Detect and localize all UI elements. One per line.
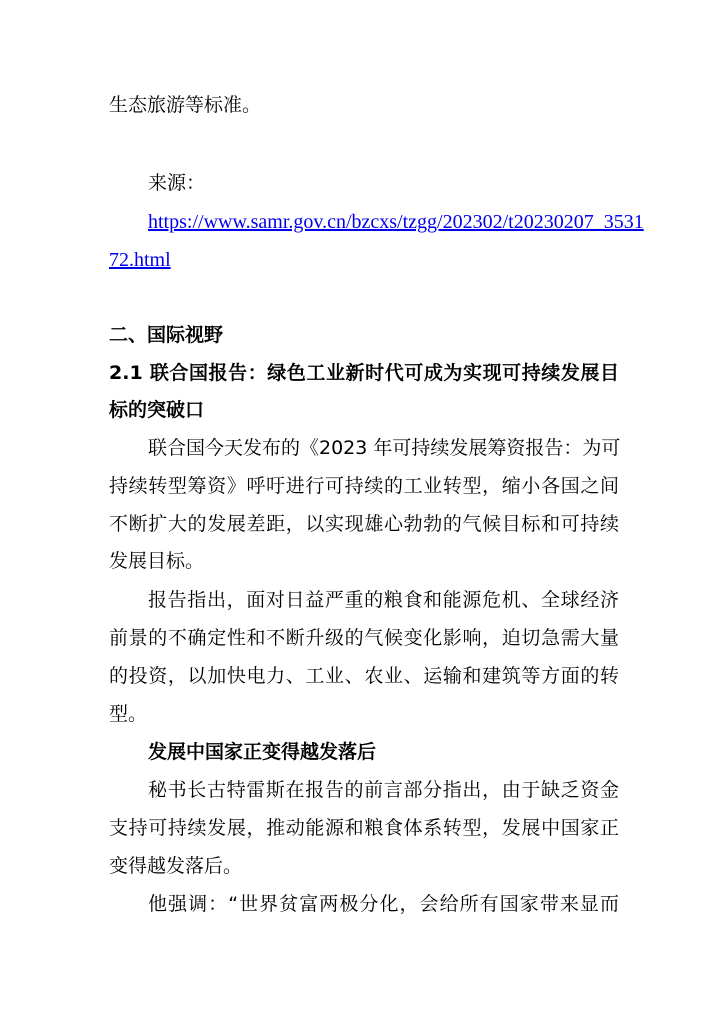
source-url-link[interactable]: https://www.samr.gov.cn/bzcxs/tzgg/202302/t20230207_3531 bbox=[148, 211, 644, 233]
paragraph-line: 持续转型筹资》呼吁进行可持续的工业转型，缩小各国之间 bbox=[109, 475, 619, 497]
paragraph-line: 不断扩大的发展差距，以实现雄心勃勃的气候目标和可持续 bbox=[109, 513, 619, 535]
subheading: 发展中国家正变得越发落后 bbox=[148, 741, 377, 763]
source-url-link-cont[interactable]: 72.html bbox=[109, 249, 171, 271]
source-link-line2[interactable] bbox=[109, 248, 619, 272]
source-link-line1[interactable] bbox=[148, 210, 644, 234]
paragraph-line: 发展目标。 bbox=[109, 550, 205, 572]
paragraph-line: 秘书长古特雷斯在报告的前言部分指出，由于缺乏资金 bbox=[148, 779, 619, 801]
paragraph-line: 报告指出，面对日益严重的粮食和能源危机、全球经济 bbox=[148, 589, 619, 611]
section-title: 二、国际视野 bbox=[109, 324, 224, 346]
paragraph-line: 的投资，以加快电力、工业、农业、运输和建筑等方面的转 bbox=[109, 665, 619, 687]
paragraph-line: 型。 bbox=[109, 703, 148, 725]
paragraph-line: 变得越发落后。 bbox=[109, 855, 243, 877]
source-label: 来源： bbox=[148, 172, 206, 194]
paragraph-line: 支持可持续发展，推动能源和粮食体系转型，发展中国家正 bbox=[109, 817, 619, 839]
subsection-title-line2: 标的突破口 bbox=[109, 399, 205, 421]
paragraph-line: 前景的不确定性和不断升级的气候变化影响，迫切急需大量 bbox=[109, 627, 619, 649]
intro-tail-text: 生态旅游等标准。 bbox=[109, 94, 262, 116]
subsection-title-line1: 2.1 联合国报告：绿色工业新时代可成为实现可持续发展目 bbox=[109, 362, 619, 384]
paragraph-line: 联合国今天发布的《2023 年可持续发展筹资报告：为可 bbox=[148, 437, 621, 459]
paragraph-line: 他强调：“世界贫富两极分化，会给所有国家带来显而 bbox=[148, 893, 619, 915]
